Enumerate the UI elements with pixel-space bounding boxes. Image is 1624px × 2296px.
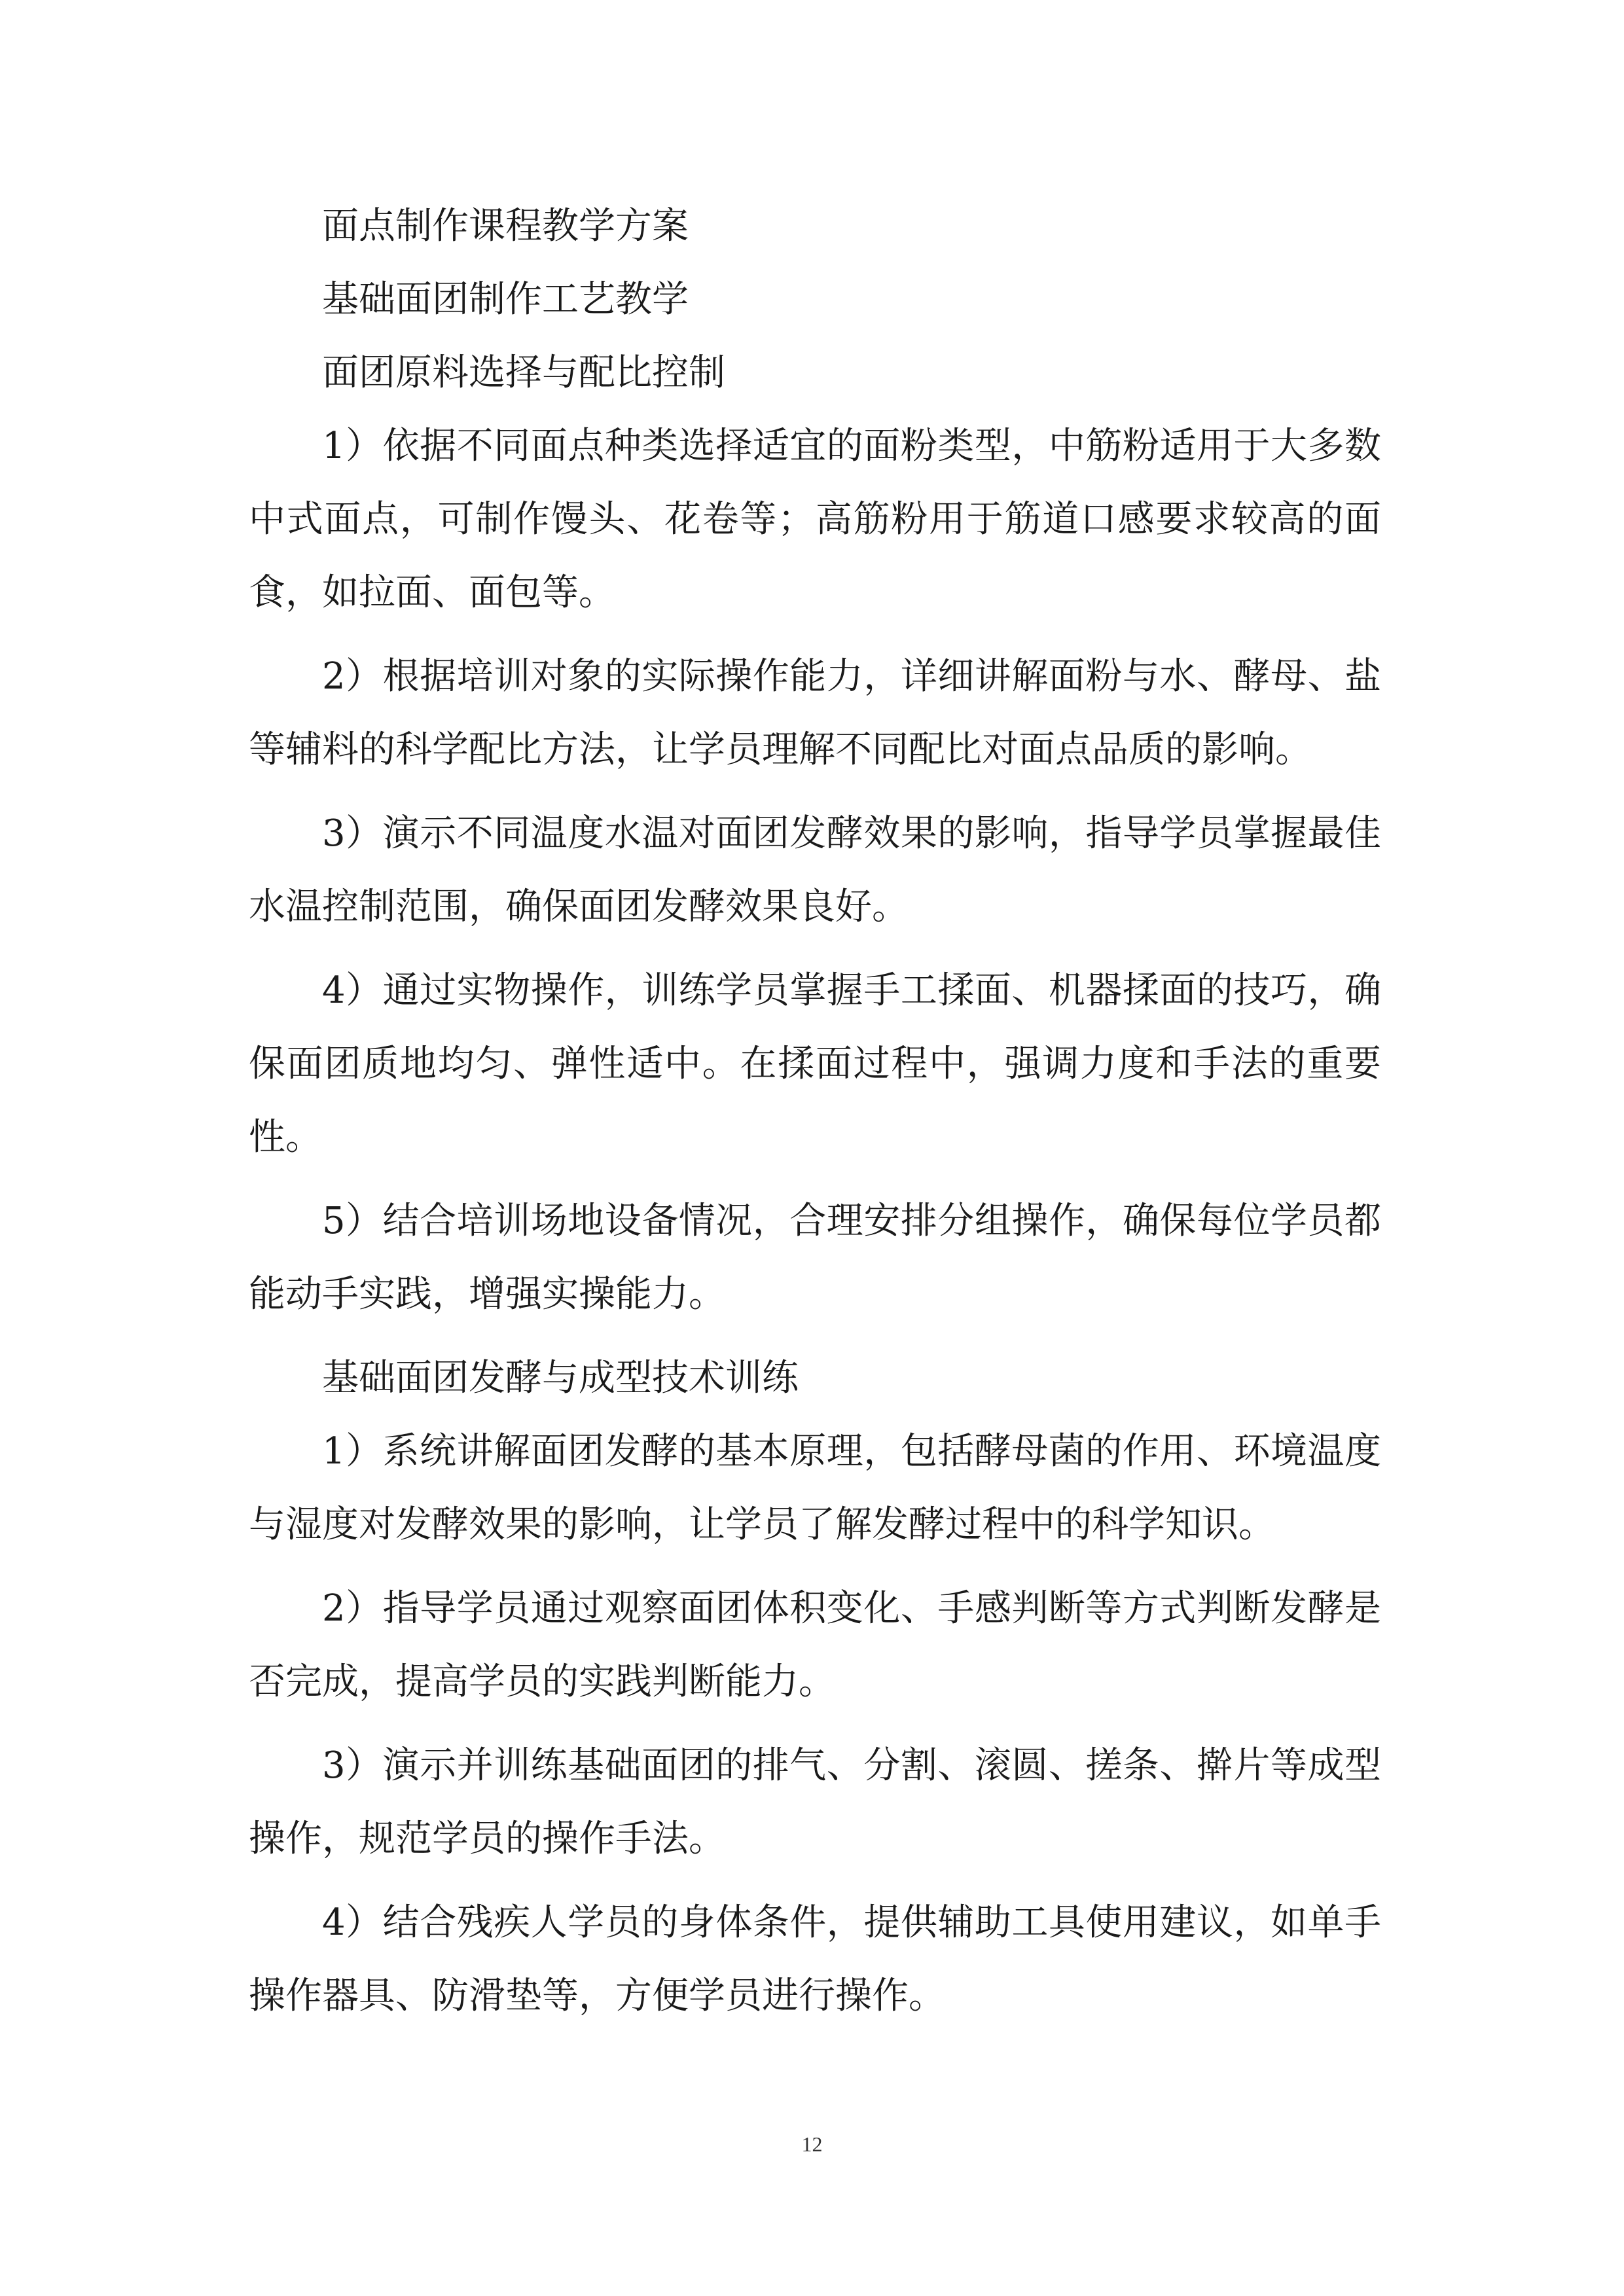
list-item: 1）系统讲解面团发酵的基本原理，包括酵母菌的作用、环境温度与湿度对发酵效果的影响，让学员了解发酵过程中的科学知识。: [249, 1430, 1381, 1546]
list-item: 2）根据培训对象的实际操作能力，详细讲解面粉与水、酵母、盐等辅料的科学配比方法，让学员理解不同配比对面点品质的影响。: [249, 655, 1381, 771]
list-item: 2）指导学员通过观察面团体积变化、手感判断等方式判断发酵是否完成，提高学员的实践判断能力。: [249, 1587, 1381, 1703]
subsection-heading-raw-materials: 面团原料选择与配比控制: [322, 351, 725, 394]
page-number: 12: [801, 2132, 823, 2156]
list-item: 4）结合残疾人学员的身体条件，提供辅助工具使用建议，如单手操作器具、防滑垫等，方便学员进行操作。: [249, 1901, 1381, 2017]
document-body: [249, 190, 1381, 2043]
subsection-heading-fermentation: 基础面团发酵与成型技术训练: [322, 1357, 799, 1399]
list-item: 1）依据不同面点种类选择适宜的面粉类型，中筋粉适用于大多数中式面点，可制作馒头、花卷等；高筋粉用于筋道口感要求较高的面食，如拉面、面包等。: [249, 425, 1381, 614]
document-title: 面点制作课程教学方案: [322, 205, 689, 247]
list-item: 3）演示并训练基础面团的排气、分割、滚圆、搓条、擀片等成型操作，规范学员的操作手法。: [249, 1744, 1381, 1860]
list-item: 4）通过实物操作，训练学员掌握手工揉面、机器揉面的技巧，确保面团质地均匀、弹性适中。在揉面过程中，强调力度和手法的重要性。: [249, 969, 1381, 1158]
list-item: 3）演示不同温度水温对面团发酵效果的影响，指导学员掌握最佳水温控制范围，确保面团发酵效果良好。: [249, 812, 1381, 928]
section-heading: 基础面团制作工艺教学: [322, 278, 689, 321]
list-item: 5）结合培训场地设备情况，合理安排分组操作，确保每位学员都能动手实践，增强实操能力。: [249, 1200, 1381, 1316]
